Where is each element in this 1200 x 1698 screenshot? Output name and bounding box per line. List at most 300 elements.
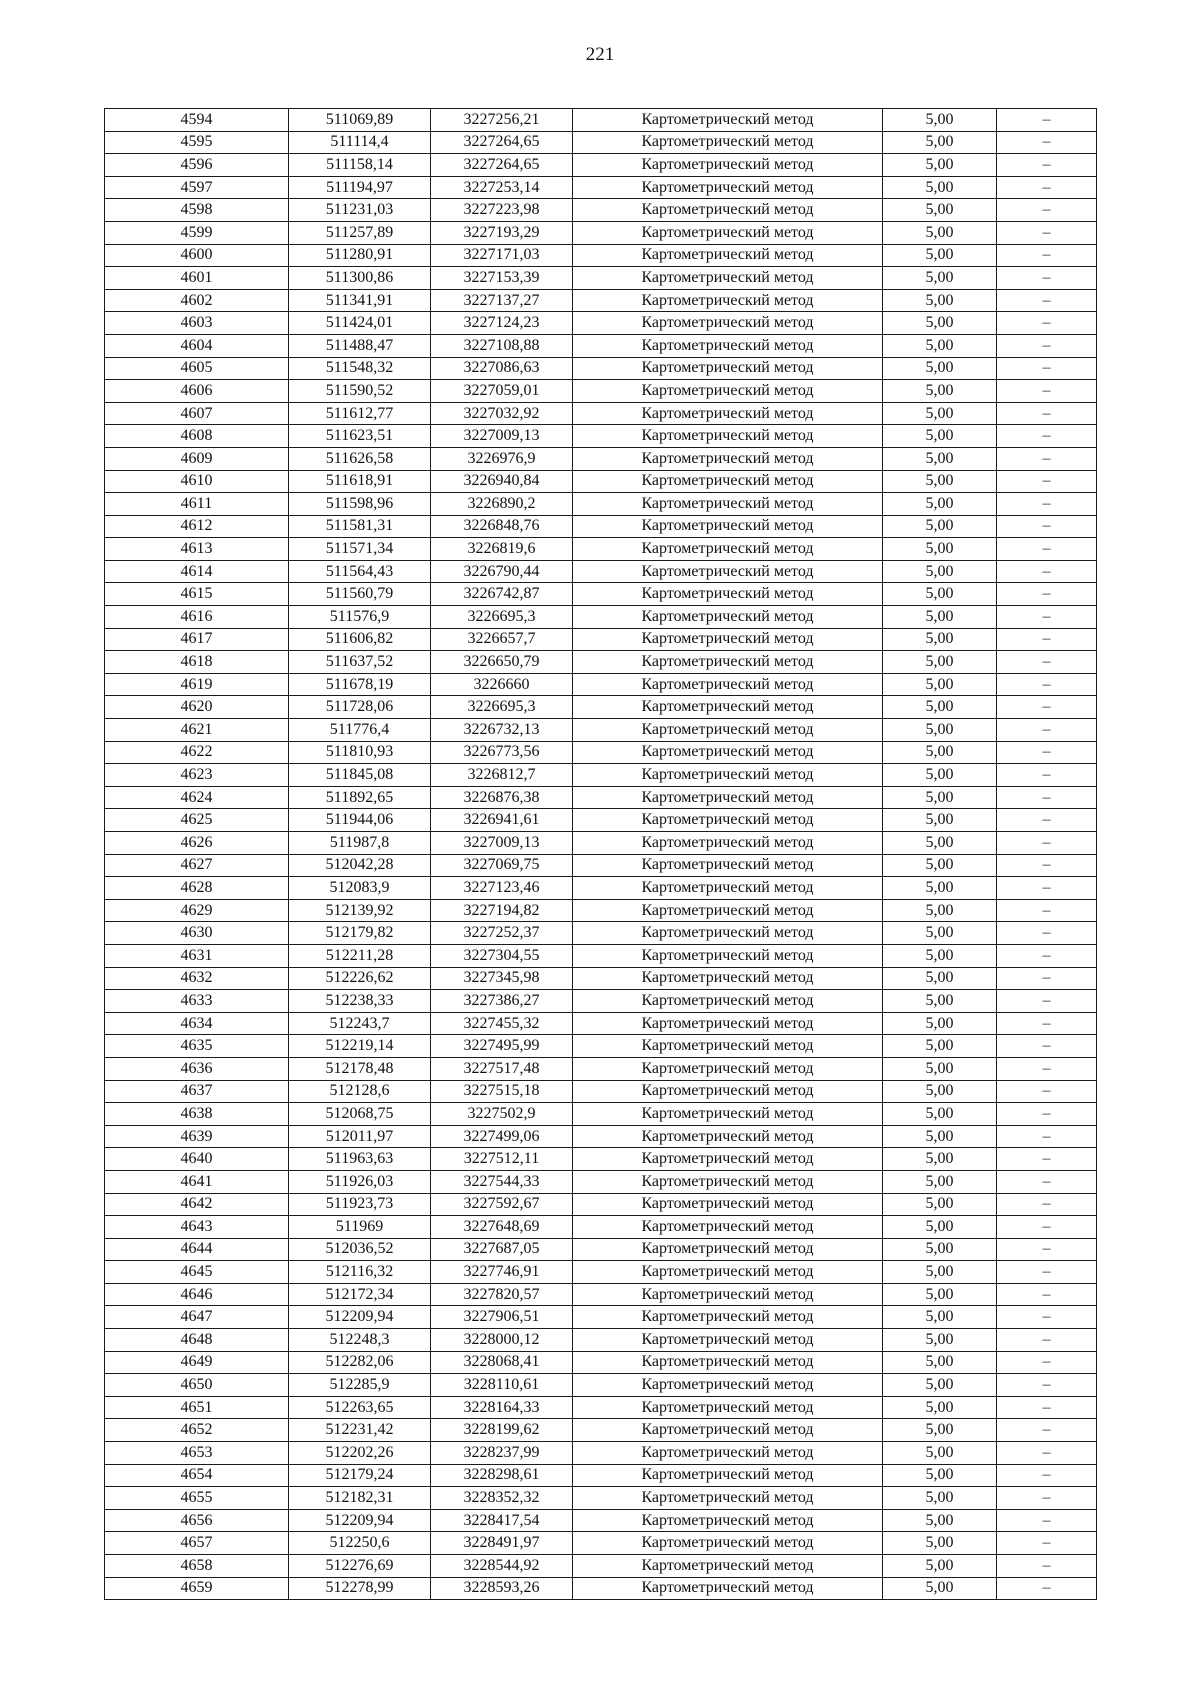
point-number-cell: 4621 — [105, 719, 289, 742]
method-cell: Картометрический метод — [573, 447, 883, 470]
accuracy-cell: 5,00 — [883, 990, 997, 1013]
note-cell: – — [997, 538, 1097, 561]
method-cell: Картометрический метод — [573, 515, 883, 538]
point-number-cell: 4600 — [105, 244, 289, 267]
accuracy-cell: 5,00 — [883, 199, 997, 222]
accuracy-cell: 5,00 — [883, 673, 997, 696]
table-row — [105, 402, 1097, 425]
x-coordinate-cell: 512209,94 — [289, 1509, 431, 1532]
table-row — [105, 176, 1097, 199]
method-cell: Картометрический метод — [573, 1351, 883, 1374]
y-coordinate-cell: 3227648,69 — [431, 1216, 573, 1239]
note-cell: – — [997, 651, 1097, 674]
note-cell: – — [997, 944, 1097, 967]
accuracy-cell: 5,00 — [883, 1080, 997, 1103]
x-coordinate-cell: 512211,28 — [289, 944, 431, 967]
x-coordinate-cell: 511598,96 — [289, 493, 431, 516]
accuracy-cell: 5,00 — [883, 719, 997, 742]
method-cell: Картометрический метод — [573, 1555, 883, 1578]
point-number-cell: 4647 — [105, 1306, 289, 1329]
note-cell: – — [997, 877, 1097, 900]
table-row — [105, 1577, 1097, 1600]
table-row — [105, 1148, 1097, 1171]
accuracy-cell: 5,00 — [883, 1148, 997, 1171]
note-cell: – — [997, 1487, 1097, 1510]
x-coordinate-cell: 512226,62 — [289, 967, 431, 990]
method-cell: Картометрический метод — [573, 1396, 883, 1419]
point-number-cell: 4636 — [105, 1057, 289, 1080]
note-cell: – — [997, 990, 1097, 1013]
method-cell: Картометрический метод — [573, 334, 883, 357]
y-coordinate-cell: 3228417,54 — [431, 1509, 573, 1532]
note-cell: – — [997, 832, 1097, 855]
y-coordinate-cell: 3227517,48 — [431, 1057, 573, 1080]
table-row — [105, 380, 1097, 403]
table-row — [105, 786, 1097, 809]
y-coordinate-cell: 3227512,11 — [431, 1148, 573, 1171]
method-cell: Картометрический метод — [573, 1216, 883, 1239]
accuracy-cell: 5,00 — [883, 221, 997, 244]
accuracy-cell: 5,00 — [883, 402, 997, 425]
table-row — [105, 1080, 1097, 1103]
accuracy-cell: 5,00 — [883, 1306, 997, 1329]
y-coordinate-cell: 3228164,33 — [431, 1396, 573, 1419]
point-number-cell: 4631 — [105, 944, 289, 967]
note-cell: – — [997, 402, 1097, 425]
y-coordinate-cell: 3228068,41 — [431, 1351, 573, 1374]
x-coordinate-cell: 511158,14 — [289, 154, 431, 177]
note-cell: – — [997, 1012, 1097, 1035]
point-number-cell: 4658 — [105, 1555, 289, 1578]
accuracy-cell: 5,00 — [883, 1577, 997, 1600]
accuracy-cell: 5,00 — [883, 1487, 997, 1510]
x-coordinate-cell: 511926,03 — [289, 1170, 431, 1193]
point-number-cell: 4629 — [105, 899, 289, 922]
method-cell: Картометрический метод — [573, 1374, 883, 1397]
method-cell: Картометрический метод — [573, 786, 883, 809]
y-coordinate-cell: 3227137,27 — [431, 289, 573, 312]
point-number-cell: 4657 — [105, 1532, 289, 1555]
note-cell: – — [997, 1374, 1097, 1397]
y-coordinate-cell: 3227264,65 — [431, 154, 573, 177]
note-cell: – — [997, 1216, 1097, 1239]
table-row — [105, 244, 1097, 267]
x-coordinate-cell: 512042,28 — [289, 854, 431, 877]
table-row — [105, 1012, 1097, 1035]
point-number-cell: 4596 — [105, 154, 289, 177]
x-coordinate-cell: 511618,91 — [289, 470, 431, 493]
method-cell: Картометрический метод — [573, 1532, 883, 1555]
table-row — [105, 515, 1097, 538]
y-coordinate-cell: 3227193,29 — [431, 221, 573, 244]
method-cell: Картометрический метод — [573, 380, 883, 403]
accuracy-cell: 5,00 — [883, 1057, 997, 1080]
method-cell: Картометрический метод — [573, 312, 883, 335]
accuracy-cell: 5,00 — [883, 1012, 997, 1035]
accuracy-cell: 5,00 — [883, 470, 997, 493]
y-coordinate-cell: 3228110,61 — [431, 1374, 573, 1397]
x-coordinate-cell: 511678,19 — [289, 673, 431, 696]
method-cell: Картометрический метод — [573, 922, 883, 945]
point-number-cell: 4612 — [105, 515, 289, 538]
y-coordinate-cell: 3227515,18 — [431, 1080, 573, 1103]
table-row — [105, 425, 1097, 448]
y-coordinate-cell: 3227124,23 — [431, 312, 573, 335]
y-coordinate-cell: 3227253,14 — [431, 176, 573, 199]
x-coordinate-cell: 511845,08 — [289, 764, 431, 787]
method-cell: Картометрический метод — [573, 1261, 883, 1284]
x-coordinate-cell: 511548,32 — [289, 357, 431, 380]
point-number-cell: 4607 — [105, 402, 289, 425]
accuracy-cell: 5,00 — [883, 628, 997, 651]
point-number-cell: 4649 — [105, 1351, 289, 1374]
point-number-cell: 4641 — [105, 1170, 289, 1193]
note-cell: – — [997, 289, 1097, 312]
note-cell: – — [997, 1283, 1097, 1306]
accuracy-cell: 5,00 — [883, 176, 997, 199]
note-cell: – — [997, 1080, 1097, 1103]
table-row — [105, 1170, 1097, 1193]
point-number-cell: 4630 — [105, 922, 289, 945]
table-row — [105, 1103, 1097, 1126]
table-row — [105, 651, 1097, 674]
table-row — [105, 1509, 1097, 1532]
note-cell: – — [997, 1261, 1097, 1284]
method-cell: Картометрический метод — [573, 1125, 883, 1148]
x-coordinate-cell: 512248,3 — [289, 1329, 431, 1352]
point-number-cell: 4655 — [105, 1487, 289, 1510]
accuracy-cell: 5,00 — [883, 154, 997, 177]
x-coordinate-cell: 511969 — [289, 1216, 431, 1239]
y-coordinate-cell: 3228544,92 — [431, 1555, 573, 1578]
method-cell: Картометрический метод — [573, 1306, 883, 1329]
table-row — [105, 764, 1097, 787]
x-coordinate-cell: 511114,4 — [289, 131, 431, 154]
y-coordinate-cell: 3227252,37 — [431, 922, 573, 945]
y-coordinate-cell: 3226773,56 — [431, 741, 573, 764]
accuracy-cell: 5,00 — [883, 515, 997, 538]
note-cell: – — [997, 854, 1097, 877]
accuracy-cell: 5,00 — [883, 334, 997, 357]
note-cell: – — [997, 741, 1097, 764]
method-cell: Картометрический метод — [573, 357, 883, 380]
method-cell: Картометрический метод — [573, 990, 883, 1013]
note-cell: – — [997, 899, 1097, 922]
x-coordinate-cell: 511776,4 — [289, 719, 431, 742]
method-cell: Картометрический метод — [573, 289, 883, 312]
note-cell: – — [997, 267, 1097, 290]
note-cell: – — [997, 1351, 1097, 1374]
note-cell: – — [997, 583, 1097, 606]
accuracy-cell: 5,00 — [883, 1238, 997, 1261]
table-row — [105, 199, 1097, 222]
y-coordinate-cell: 3226695,3 — [431, 606, 573, 629]
x-coordinate-cell: 512178,48 — [289, 1057, 431, 1080]
note-cell: – — [997, 1577, 1097, 1600]
accuracy-cell: 5,00 — [883, 1374, 997, 1397]
point-number-cell: 4633 — [105, 990, 289, 1013]
accuracy-cell: 5,00 — [883, 899, 997, 922]
y-coordinate-cell: 3228298,61 — [431, 1464, 573, 1487]
point-number-cell: 4648 — [105, 1329, 289, 1352]
x-coordinate-cell: 512250,6 — [289, 1532, 431, 1555]
method-cell: Картометрический метод — [573, 538, 883, 561]
x-coordinate-cell: 511606,82 — [289, 628, 431, 651]
table-row — [105, 1035, 1097, 1058]
point-number-cell: 4620 — [105, 696, 289, 719]
table-row — [105, 1396, 1097, 1419]
method-cell: Картометрический метод — [573, 1148, 883, 1171]
accuracy-cell: 5,00 — [883, 583, 997, 606]
y-coordinate-cell: 3227069,75 — [431, 854, 573, 877]
note-cell: – — [997, 1238, 1097, 1261]
note-cell: – — [997, 1396, 1097, 1419]
y-coordinate-cell: 3228593,26 — [431, 1577, 573, 1600]
accuracy-cell: 5,00 — [883, 109, 997, 132]
x-coordinate-cell: 511963,63 — [289, 1148, 431, 1171]
table-row — [105, 628, 1097, 651]
method-cell: Картометрический метод — [573, 1238, 883, 1261]
method-cell: Картометрический метод — [573, 967, 883, 990]
accuracy-cell: 5,00 — [883, 1509, 997, 1532]
method-cell: Картометрический метод — [573, 583, 883, 606]
method-cell: Картометрический метод — [573, 199, 883, 222]
x-coordinate-cell: 512263,65 — [289, 1396, 431, 1419]
point-number-cell: 4610 — [105, 470, 289, 493]
note-cell: – — [997, 786, 1097, 809]
x-coordinate-cell: 512179,24 — [289, 1464, 431, 1487]
accuracy-cell: 5,00 — [883, 289, 997, 312]
point-number-cell: 4652 — [105, 1419, 289, 1442]
accuracy-cell: 5,00 — [883, 1216, 997, 1239]
accuracy-cell: 5,00 — [883, 741, 997, 764]
table-row — [105, 109, 1097, 132]
point-number-cell: 4634 — [105, 1012, 289, 1035]
note-cell: – — [997, 696, 1097, 719]
method-cell: Картометрический метод — [573, 1193, 883, 1216]
point-number-cell: 4606 — [105, 380, 289, 403]
accuracy-cell: 5,00 — [883, 1396, 997, 1419]
accuracy-cell: 5,00 — [883, 786, 997, 809]
point-number-cell: 4640 — [105, 1148, 289, 1171]
y-coordinate-cell: 3228199,62 — [431, 1419, 573, 1442]
table-row — [105, 583, 1097, 606]
table-row — [105, 131, 1097, 154]
accuracy-cell: 5,00 — [883, 425, 997, 448]
accuracy-cell: 5,00 — [883, 560, 997, 583]
point-number-cell: 4627 — [105, 854, 289, 877]
note-cell: – — [997, 673, 1097, 696]
accuracy-cell: 5,00 — [883, 922, 997, 945]
point-number-cell: 4644 — [105, 1238, 289, 1261]
note-cell: – — [997, 922, 1097, 945]
point-number-cell: 4619 — [105, 673, 289, 696]
note-cell: – — [997, 1509, 1097, 1532]
x-coordinate-cell: 511280,91 — [289, 244, 431, 267]
y-coordinate-cell: 3226890,2 — [431, 493, 573, 516]
point-number-cell: 4618 — [105, 651, 289, 674]
accuracy-cell: 5,00 — [883, 696, 997, 719]
table-row — [105, 267, 1097, 290]
table-row — [105, 922, 1097, 945]
x-coordinate-cell: 511987,8 — [289, 832, 431, 855]
accuracy-cell: 5,00 — [883, 764, 997, 787]
table-row — [105, 1351, 1097, 1374]
method-cell: Картометрический метод — [573, 109, 883, 132]
x-coordinate-cell: 512182,31 — [289, 1487, 431, 1510]
accuracy-cell: 5,00 — [883, 312, 997, 335]
note-cell: – — [997, 628, 1097, 651]
y-coordinate-cell: 3227009,13 — [431, 832, 573, 855]
accuracy-cell: 5,00 — [883, 1351, 997, 1374]
y-coordinate-cell: 3226732,13 — [431, 719, 573, 742]
accuracy-cell: 5,00 — [883, 1329, 997, 1352]
x-coordinate-cell: 512276,69 — [289, 1555, 431, 1578]
table-row — [105, 493, 1097, 516]
x-coordinate-cell: 512219,14 — [289, 1035, 431, 1058]
method-cell: Картометрический метод — [573, 1012, 883, 1035]
accuracy-cell: 5,00 — [883, 1419, 997, 1442]
note-cell: – — [997, 560, 1097, 583]
accuracy-cell: 5,00 — [883, 1193, 997, 1216]
point-number-cell: 4645 — [105, 1261, 289, 1284]
table-row — [105, 877, 1097, 900]
point-number-cell: 4653 — [105, 1442, 289, 1465]
y-coordinate-cell: 3226976,9 — [431, 447, 573, 470]
accuracy-cell: 5,00 — [883, 357, 997, 380]
method-cell: Картометрический метод — [573, 560, 883, 583]
table-row — [105, 967, 1097, 990]
y-coordinate-cell: 3227386,27 — [431, 990, 573, 1013]
point-number-cell: 4611 — [105, 493, 289, 516]
note-cell: – — [997, 380, 1097, 403]
y-coordinate-cell: 3227264,65 — [431, 131, 573, 154]
x-coordinate-cell: 511923,73 — [289, 1193, 431, 1216]
note-cell: – — [997, 1103, 1097, 1126]
x-coordinate-cell: 512036,52 — [289, 1238, 431, 1261]
method-cell: Картометрический метод — [573, 131, 883, 154]
y-coordinate-cell: 3226790,44 — [431, 560, 573, 583]
accuracy-cell: 5,00 — [883, 1555, 997, 1578]
note-cell: – — [997, 1306, 1097, 1329]
y-coordinate-cell: 3228237,99 — [431, 1442, 573, 1465]
y-coordinate-cell: 3227345,98 — [431, 967, 573, 990]
method-cell: Картометрический метод — [573, 267, 883, 290]
y-coordinate-cell: 3227687,05 — [431, 1238, 573, 1261]
x-coordinate-cell: 511810,93 — [289, 741, 431, 764]
table-row — [105, 1283, 1097, 1306]
x-coordinate-cell: 512128,6 — [289, 1080, 431, 1103]
x-coordinate-cell: 512068,75 — [289, 1103, 431, 1126]
table-row — [105, 447, 1097, 470]
x-coordinate-cell: 512179,82 — [289, 922, 431, 945]
point-number-cell: 4650 — [105, 1374, 289, 1397]
note-cell: – — [997, 1464, 1097, 1487]
table-row — [105, 1464, 1097, 1487]
table-row — [105, 990, 1097, 1013]
note-cell: – — [997, 1057, 1097, 1080]
accuracy-cell: 5,00 — [883, 1261, 997, 1284]
accuracy-cell: 5,00 — [883, 267, 997, 290]
x-coordinate-cell: 511571,34 — [289, 538, 431, 561]
point-number-cell: 4615 — [105, 583, 289, 606]
note-cell: – — [997, 606, 1097, 629]
accuracy-cell: 5,00 — [883, 651, 997, 674]
table-row — [105, 1216, 1097, 1239]
x-coordinate-cell: 511300,86 — [289, 267, 431, 290]
table-row — [105, 1125, 1097, 1148]
accuracy-cell: 5,00 — [883, 832, 997, 855]
point-number-cell: 4625 — [105, 809, 289, 832]
method-cell: Картометрический метод — [573, 1464, 883, 1487]
accuracy-cell: 5,00 — [883, 809, 997, 832]
method-cell: Картометрический метод — [573, 809, 883, 832]
note-cell: – — [997, 764, 1097, 787]
x-coordinate-cell: 512243,7 — [289, 1012, 431, 1035]
x-coordinate-cell: 512209,94 — [289, 1306, 431, 1329]
table-row — [105, 673, 1097, 696]
point-number-cell: 4622 — [105, 741, 289, 764]
method-cell: Картометрический метод — [573, 696, 883, 719]
table-row — [105, 1555, 1097, 1578]
accuracy-cell: 5,00 — [883, 1103, 997, 1126]
point-number-cell: 4598 — [105, 199, 289, 222]
x-coordinate-cell: 511637,52 — [289, 651, 431, 674]
y-coordinate-cell: 3226660 — [431, 673, 573, 696]
method-cell: Картометрический метод — [573, 221, 883, 244]
method-cell: Картометрический метод — [573, 154, 883, 177]
note-cell: – — [997, 493, 1097, 516]
method-cell: Картометрический метод — [573, 1442, 883, 1465]
accuracy-cell: 5,00 — [883, 538, 997, 561]
point-number-cell: 4642 — [105, 1193, 289, 1216]
note-cell: – — [997, 131, 1097, 154]
point-number-cell: 4613 — [105, 538, 289, 561]
note-cell: – — [997, 967, 1097, 990]
y-coordinate-cell: 3227502,9 — [431, 1103, 573, 1126]
x-coordinate-cell: 512238,33 — [289, 990, 431, 1013]
accuracy-cell: 5,00 — [883, 1532, 997, 1555]
x-coordinate-cell: 511626,58 — [289, 447, 431, 470]
y-coordinate-cell: 3227906,51 — [431, 1306, 573, 1329]
table-row — [105, 1374, 1097, 1397]
method-cell: Картометрический метод — [573, 425, 883, 448]
method-cell: Картометрический метод — [573, 176, 883, 199]
point-number-cell: 4638 — [105, 1103, 289, 1126]
method-cell: Картометрический метод — [573, 854, 883, 877]
x-coordinate-cell: 512083,9 — [289, 877, 431, 900]
note-cell: – — [997, 1532, 1097, 1555]
y-coordinate-cell: 3227820,57 — [431, 1283, 573, 1306]
accuracy-cell: 5,00 — [883, 877, 997, 900]
table-row — [105, 1238, 1097, 1261]
x-coordinate-cell: 511590,52 — [289, 380, 431, 403]
y-coordinate-cell: 3226742,87 — [431, 583, 573, 606]
table-row — [105, 1261, 1097, 1284]
coordinates-table — [104, 108, 1097, 1600]
y-coordinate-cell: 3226812,7 — [431, 764, 573, 787]
point-number-cell: 4632 — [105, 967, 289, 990]
accuracy-cell: 5,00 — [883, 1125, 997, 1148]
y-coordinate-cell: 3227455,32 — [431, 1012, 573, 1035]
note-cell: – — [997, 357, 1097, 380]
x-coordinate-cell: 512278,99 — [289, 1577, 431, 1600]
note-cell: – — [997, 1193, 1097, 1216]
note-cell: – — [997, 199, 1097, 222]
table-row — [105, 334, 1097, 357]
note-cell: – — [997, 334, 1097, 357]
y-coordinate-cell: 3226940,84 — [431, 470, 573, 493]
